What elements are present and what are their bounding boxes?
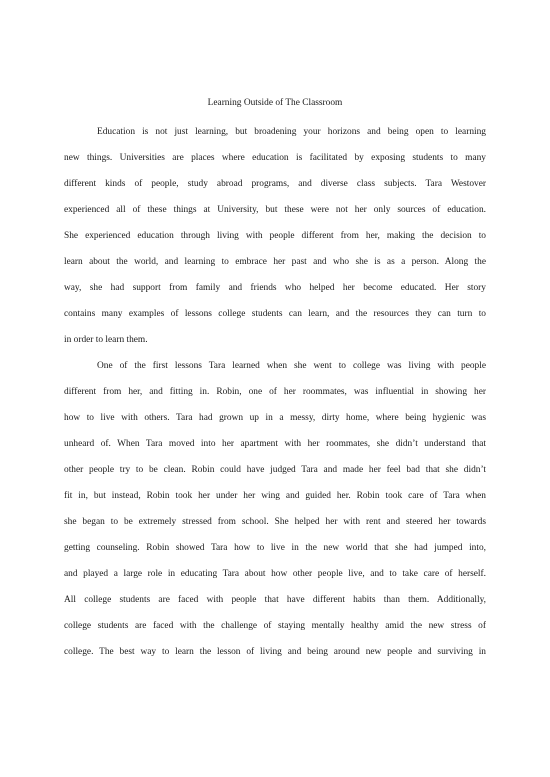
paragraph-line: other people try to be clean. Robin could have judged Tara and made her feel bad that she didn’t	[64, 465, 486, 475]
document-title: Learning Outside of The Classroom	[207, 98, 343, 108]
paragraph-line: contains many examples of lessons college students can learn, and the resources they can turn to	[64, 309, 486, 319]
paragraph-line: she began to be extremely stressed from school. She helped her with rent and steered her towards	[64, 517, 486, 527]
paragraph-line: experienced all of these things at University, but these were not her only sources of education.	[64, 205, 486, 215]
paragraph-line: new things. Universities are places where education is facilitated by exposing students to many	[64, 153, 486, 163]
paragraph-line: and played a large role in educating Tara about how other people live, and to take care of herself.	[64, 569, 486, 579]
paragraph-line: how to live with others. Tara had grown up in a messy, dirty home, where being hygienic was	[64, 413, 486, 423]
paragraph-line: way, she had support from family and friends who helped her become educated. Her story	[64, 283, 486, 293]
paragraph-line: different from her, and fitting in. Robin, one of her roommates, was influential in showing her	[64, 387, 486, 397]
paragraph-line: getting counseling. Robin showed Tara how to live in the new world that she had jumped into,	[64, 543, 486, 553]
paragraph-line: All college students are faced with people that have different habits than them. Additionally,	[64, 595, 486, 605]
paragraph-line: One of the first lessons Tara learned when she went to college was living with people	[97, 361, 486, 371]
paragraph-line: fit in, but instead, Robin took her under her wing and guided her. Robin took care of Tara when	[64, 491, 486, 501]
paragraph-line: college. The best way to learn the lesson of living and being around new people and surviving in	[64, 647, 486, 657]
paragraph-line: different kinds of people, study abroad programs, and diverse class subjects. Tara Westover	[64, 179, 486, 189]
paragraph-line: college students are faced with the challenge of staying mentally healthy amid the new stress of	[64, 621, 486, 631]
paragraph-line: She experienced education through living with people different from her, making the decision to	[64, 231, 486, 241]
paragraph-line: in order to learn them.	[64, 335, 148, 345]
paragraph-line: learn about the world, and learning to embrace her past and who she is as a person. Along the	[64, 257, 486, 267]
paragraph-line: Education is not just learning, but broadening your horizons and being open to learning	[97, 127, 486, 137]
paragraph-line: unheard of. When Tara moved into her apartment with her roommates, she didn’t understand that	[64, 439, 486, 449]
